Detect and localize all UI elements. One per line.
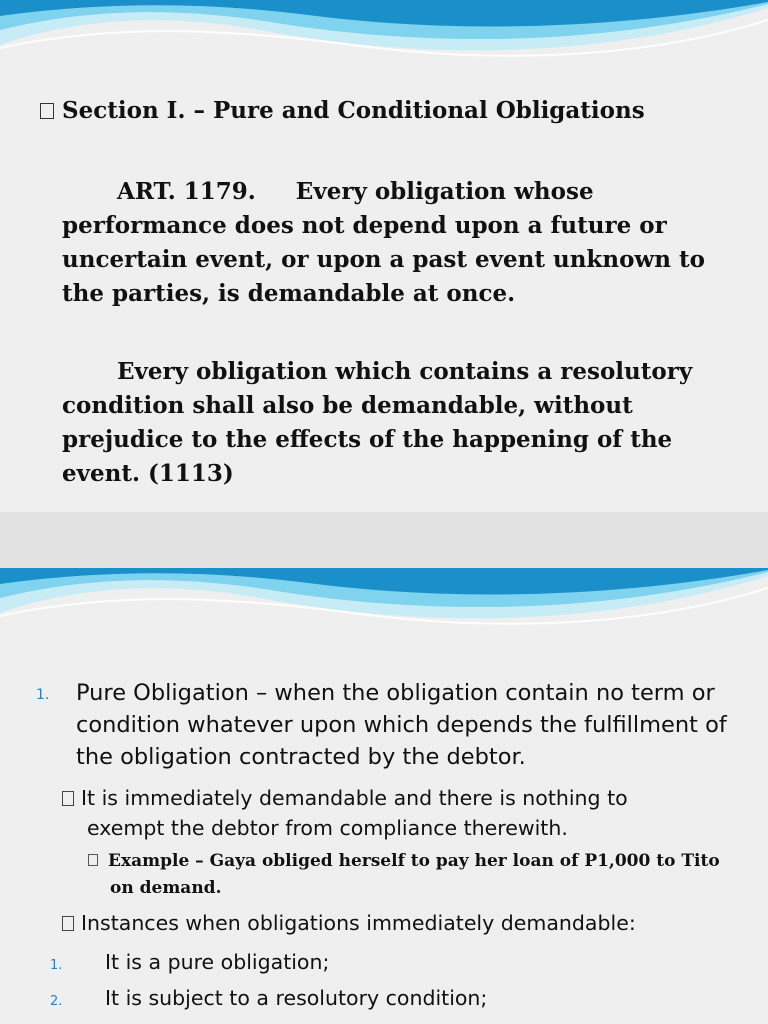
example-bullet: Example – Gaya obliged herself to pay her loan of P1,000 to Tito on demand. (88, 848, 738, 902)
article-number: ART. 1179. (117, 178, 256, 205)
bullet-icon (40, 103, 54, 119)
header-wave-decoration (0, 0, 768, 80)
list-item: 2. It is subject to a resolutory condition; (50, 986, 488, 1010)
bullet-icon (88, 854, 98, 866)
article-paragraph-1: ART. 1179. Every obligation whose performance does not depend upon a future or uncertain event, or upon a past event unknown to the parties, is demandable at once. (62, 178, 705, 307)
header-wave-decoration (0, 568, 768, 648)
bullet-icon (62, 916, 74, 931)
item-number: 1. (36, 687, 50, 703)
section-title: Section I. – Pure and Conditional Obligations (40, 94, 740, 128)
pure-obligation-item: 1. Pure Obligation – when the obligation contain no term or condition whatever upon which depends the fulfillment of the obligation contracted by the debtor. (36, 680, 727, 770)
slide-separator (0, 512, 768, 568)
sub-bullet-demandable: It is immediately demandable and there is nothing to exempt the debtor from compliance therewith. (62, 783, 742, 843)
bullet-icon (62, 791, 74, 806)
list-item: 1. It is a pure obligation; (50, 950, 330, 974)
article-paragraph-2: Every obligation which contains a resolutory condition shall also be demandable, without prejudice to the effects of the happening of the event. (1113) (62, 358, 693, 487)
sub-bullet-instances: Instances when obligations immediately demandable: (62, 908, 742, 938)
